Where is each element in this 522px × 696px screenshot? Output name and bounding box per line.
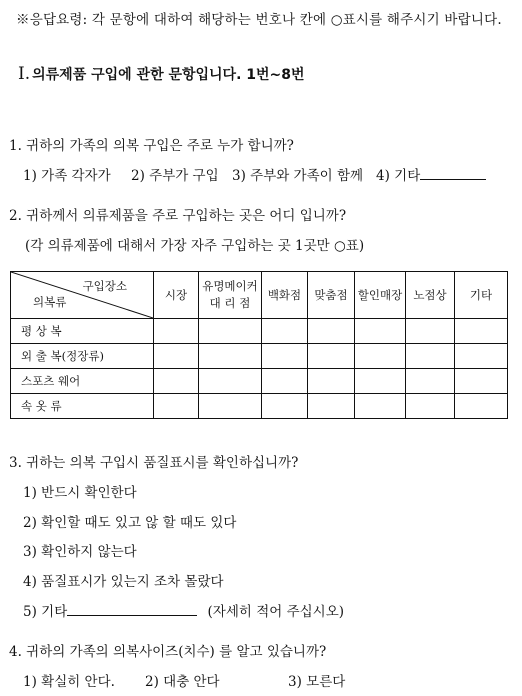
answer-cell[interactable]	[262, 369, 308, 394]
answer-cell[interactable]	[154, 394, 199, 419]
answer-cell[interactable]	[262, 344, 308, 369]
q1-option-3[interactable]: 3) 주부와 가족이 함께	[232, 168, 364, 184]
q4-option-3[interactable]: 3) 모른다	[288, 674, 346, 690]
col-header-tailor: 맞춤점	[308, 272, 355, 319]
answer-cell[interactable]	[308, 344, 355, 369]
answer-cell[interactable]	[262, 394, 308, 419]
question-1: 1. 귀하의 가족의 의복 구입은 주로 누가 합니까?	[9, 138, 294, 154]
question-4: 4. 귀하의 가족의 의복사이즈(치수) 를 알고 있습니까?	[9, 644, 327, 660]
section-number: Ⅰ.	[18, 64, 31, 84]
q1-option-1[interactable]: 1) 가족 각자가	[23, 168, 111, 184]
answer-cell[interactable]	[308, 369, 355, 394]
question-2: 2. 귀하께서 의류제품을 주로 구입하는 곳은 어디 입니까?	[9, 208, 347, 224]
col-header-department-store: 백화점	[262, 272, 308, 319]
table-row	[11, 319, 508, 344]
answer-cell[interactable]	[355, 344, 406, 369]
table-row	[11, 344, 508, 369]
question-3: 3. 귀하는 의복 구입시 품질표시를 확인하십니까?	[9, 455, 299, 471]
table-row	[11, 369, 508, 394]
table-corner-cell	[11, 272, 154, 319]
col-header-market: 시장	[154, 272, 199, 319]
answer-cell[interactable]	[455, 394, 508, 419]
q3-option-5[interactable]	[23, 600, 344, 620]
q1-other-blank[interactable]	[420, 178, 486, 180]
question-2-note: (각 의류제품에 대해서 가장 자주 구입하는 곳 1곳만 ○표)	[25, 238, 365, 254]
answer-cell[interactable]	[355, 319, 406, 344]
row-label-underwear: 속 옷 류	[11, 394, 154, 419]
q1-option-4[interactable]	[376, 164, 486, 184]
q3-option-5-label: 5) 기타	[23, 604, 68, 620]
table-header-row	[11, 272, 508, 319]
answer-cell[interactable]	[406, 319, 455, 344]
answer-cell[interactable]	[355, 369, 406, 394]
q1-option-4-label: 4) 기타	[376, 168, 421, 184]
answer-cell[interactable]	[355, 394, 406, 419]
instruction-text: ※응답요령: 각 문항에 대하여 해당하는 번호나 칸에 ○표시를 해주시기 바랍니다.	[16, 12, 502, 28]
q3-option-3[interactable]: 3) 확인하지 않는다	[23, 544, 137, 560]
q3-option-2[interactable]: 2) 확인할 때도 있고 않 할 때도 있다	[23, 515, 237, 531]
answer-cell[interactable]	[262, 319, 308, 344]
q1-option-2[interactable]: 2) 주부가 구입	[131, 168, 219, 184]
col-header-discount-store: 할인매장	[355, 272, 406, 319]
answer-cell[interactable]	[154, 319, 199, 344]
answer-cell[interactable]	[199, 394, 262, 419]
answer-cell[interactable]	[199, 319, 262, 344]
col-header-brand-agency: 유명메이커 대 리 점	[199, 272, 262, 319]
row-label-casual: 평 상 복	[11, 319, 154, 344]
answer-cell[interactable]	[406, 369, 455, 394]
answer-cell[interactable]	[308, 394, 355, 419]
corner-bottom-label: 의복류	[33, 295, 67, 309]
row-label-formal: 외 출 복(정장류)	[11, 344, 154, 369]
q4-option-2[interactable]: 2) 대충 안다	[145, 674, 220, 690]
table-row	[11, 394, 508, 419]
corner-top-label: 구입장소	[82, 279, 127, 293]
q3-other-note: (자세히 적어 주십시오)	[207, 604, 345, 620]
answer-cell[interactable]	[406, 344, 455, 369]
answer-cell[interactable]	[199, 369, 262, 394]
col-header-street-vendor: 노점상	[406, 272, 455, 319]
answer-cell[interactable]	[455, 319, 508, 344]
row-label-sportswear: 스포츠 웨어	[11, 369, 154, 394]
answer-cell[interactable]	[455, 369, 508, 394]
section-heading	[18, 64, 305, 84]
purchase-place-table	[10, 271, 508, 419]
answer-cell[interactable]	[199, 344, 262, 369]
answer-cell[interactable]	[154, 369, 199, 394]
section-title: 의류제품 구입에 관한 문항입니다. 1번~8번	[32, 67, 305, 83]
answer-cell[interactable]	[154, 344, 199, 369]
answer-cell[interactable]	[455, 344, 508, 369]
q3-option-4[interactable]: 4) 품질표시가 있는지 조차 몰랐다	[23, 574, 224, 590]
q4-option-1[interactable]: 1) 확실히 안다.	[23, 674, 115, 690]
q3-option-1[interactable]: 1) 반드시 확인한다	[23, 485, 137, 501]
q3-other-blank[interactable]	[67, 614, 197, 616]
answer-cell[interactable]	[308, 319, 355, 344]
answer-cell[interactable]	[406, 394, 455, 419]
col-header-other: 기타	[455, 272, 508, 319]
